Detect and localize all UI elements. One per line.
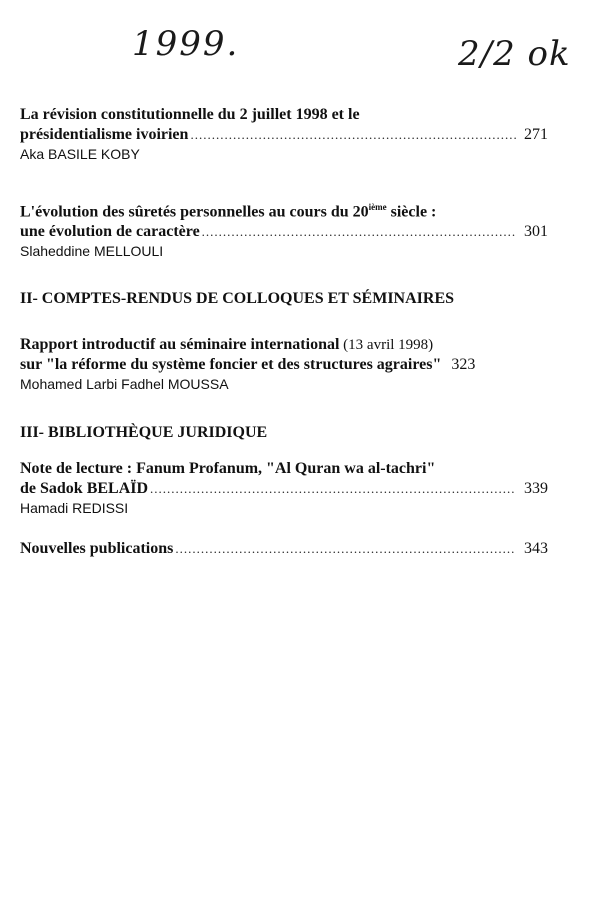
entry-title-date: (13 avril 1998) (339, 337, 434, 353)
entry-title-line1 (20, 196, 548, 223)
entry-title-line1: La révision constitutionnelle du 2 juillet 1998 et le (20, 106, 360, 123)
entry-title: Nouvelles publications (20, 540, 174, 557)
section-heading-comptes-rendus: II- COMPTES-RENDUS DE COLLOQUES ET SÉMINAIRES (20, 290, 455, 307)
toc-entry-rapport-introductif (20, 334, 548, 394)
toc-entry-note-de-lecture (20, 458, 548, 518)
section-heading-bibliotheque: III- BIBLIOTHÈQUE JURIDIQUE (20, 424, 268, 441)
toc-entry-revision-constitutionnelle (20, 104, 548, 164)
dot-leader (175, 541, 516, 557)
page-number: 301 (524, 223, 548, 241)
dot-leader (202, 224, 516, 240)
entry-title-superscript: ième (368, 202, 387, 212)
entry-author: Hamadi REDISSI (20, 500, 129, 516)
entry-title-leader (20, 126, 548, 144)
entry-title-part-a: L'évolution des sûretés personnelles au cours du 20 (20, 203, 369, 221)
entry-title-line2: de Sadok BELAÏD (20, 480, 149, 497)
entry-author: Mohamed Larbi Fadhel MOUSSA (20, 376, 229, 392)
handwritten-check-annotation: 2/2 ok (458, 34, 571, 74)
entry-title-line2: une évolution de caractère (20, 223, 200, 241)
page-number: 323 (451, 356, 476, 373)
dot-leader (190, 127, 516, 143)
entry-author: Aka BASILE KOBY (20, 146, 140, 162)
entry-title-leader (20, 540, 548, 558)
handwritten-year-annotation: 1999. (132, 24, 240, 64)
entry-title-main: Rapport introductif au séminaire international (20, 336, 340, 353)
entry-title-line1: Note de lecture : Fanum Profanum, "Al Quran wa al-tachri" (20, 460, 436, 477)
entry-title-line1 (20, 334, 548, 356)
page-number: 271 (524, 126, 548, 143)
entry-title-line2: présidentialisme ivoirien (20, 126, 189, 143)
dot-leader (150, 481, 516, 497)
page-number: 339 (524, 480, 548, 497)
entry-author: Slaheddine MELLOULI (20, 243, 164, 260)
toc-entry-evolution-suretes (20, 196, 548, 261)
entry-title-leader (20, 223, 548, 241)
entry-title-part-b: siècle : (386, 203, 437, 221)
entry-title-leader (20, 356, 548, 374)
entry-title-line2: sur "la réforme du système foncier et des structures agraires" (20, 356, 442, 373)
entry-title-leader (20, 480, 548, 498)
toc-entry-nouvelles-publications (20, 540, 548, 558)
page-number: 343 (524, 540, 548, 557)
